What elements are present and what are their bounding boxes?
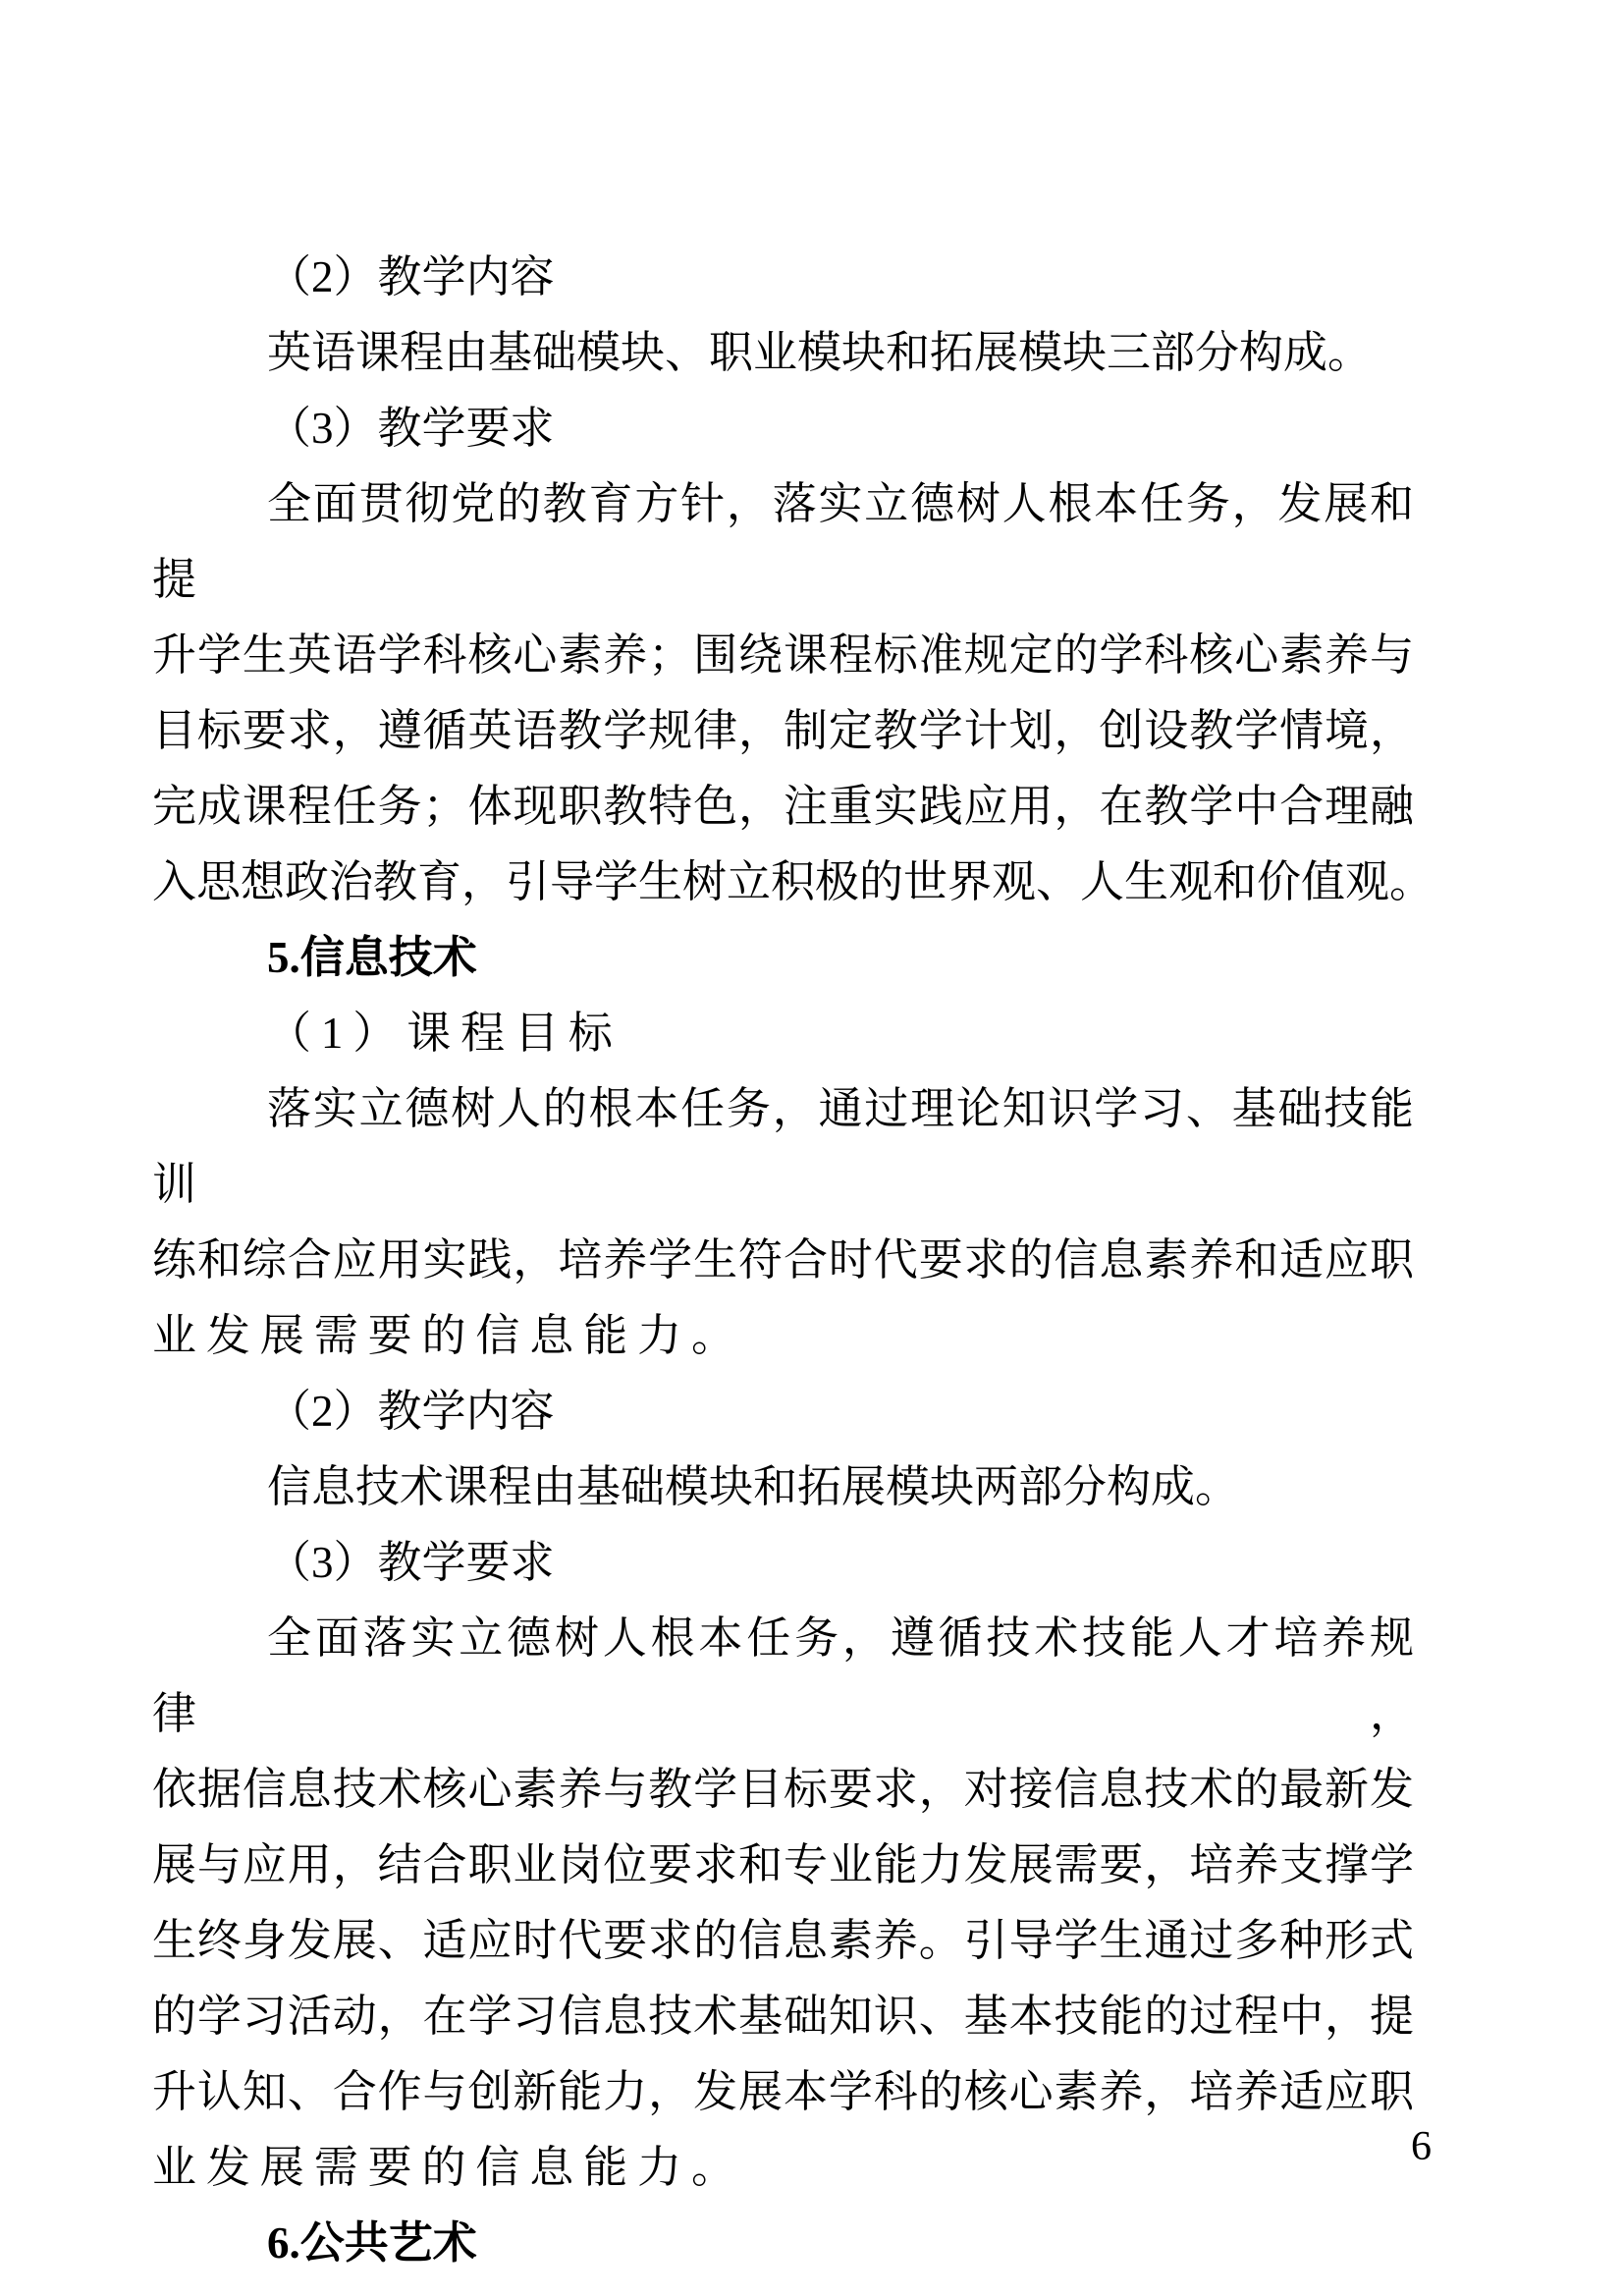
text-line: 展与应用，结合职业岗位要求和专业能力发展需要，培养支撑学 bbox=[152, 1840, 1414, 1889]
text-block bbox=[152, 240, 1434, 2281]
section-heading: 5.信息技术 bbox=[267, 933, 477, 982]
subsection-heading: （1）课程目标 bbox=[267, 1009, 622, 1058]
text-line: 信息技术课程由基础模块和拓展模块两部分构成。 bbox=[267, 1462, 1240, 1511]
text-line: 全面贯彻党的教育方针，落实立德树人根本任务，发展和提 bbox=[152, 479, 1414, 604]
text-line: 目标要求，遵循英语教学规律，制定教学计划，创设教学情境， bbox=[152, 706, 1414, 755]
text-line: 落实立德树人的根本任务，通过理论知识学习、基础技能训 bbox=[152, 1084, 1414, 1209]
text-line: 的学习活动，在学习信息技术基础知识、基本技能的过程中，提 bbox=[152, 1992, 1414, 2041]
subsection-heading: （2）教学内容 bbox=[267, 1387, 555, 1436]
text-line: 完成课程任务；体现职教特色，注重实践应用，在教学中合理融 bbox=[152, 782, 1414, 831]
text-line: 入思想政治教育，引导学生树立积极的世界观、人生观和价值观。 bbox=[152, 857, 1434, 906]
text-line: 业发展需要的信息能力。 bbox=[152, 2143, 745, 2192]
text-line: 英语课程由基础模块、职业模块和拓展模块三部分构成。 bbox=[267, 328, 1373, 377]
text-line: 升认知、合作与创新能力，发展本学科的核心素养，培养适应职 bbox=[152, 2067, 1414, 2116]
section-heading: 6.公共艺术 bbox=[267, 2218, 477, 2268]
subsection-heading: （3）教学要求 bbox=[267, 1538, 555, 1587]
page-number: 6 bbox=[1411, 2124, 1432, 2169]
subsection-heading: （3）教学要求 bbox=[267, 404, 555, 453]
text-line: 全面落实立德树人根本任务，遵循技术技能人才培养规律， bbox=[152, 1613, 1414, 1738]
subsection-heading: （2）教学内容 bbox=[267, 252, 555, 301]
text-line: 练和综合应用实践，培养学生符合时代要求的信息素养和适应职 bbox=[152, 1235, 1414, 1285]
text-line: 生终身发展、适应时代要求的信息素养。引导学生通过多种形式 bbox=[152, 1916, 1414, 1965]
text-line: 业发展需要的信息能力。 bbox=[152, 1311, 745, 1360]
text-line: 升学生英语学科核心素养；围绕课程标准规定的学科核心素养与 bbox=[152, 630, 1414, 680]
text-line: 依据信息技术核心素养与教学目标要求，对接信息技术的最新发 bbox=[152, 1765, 1414, 1814]
